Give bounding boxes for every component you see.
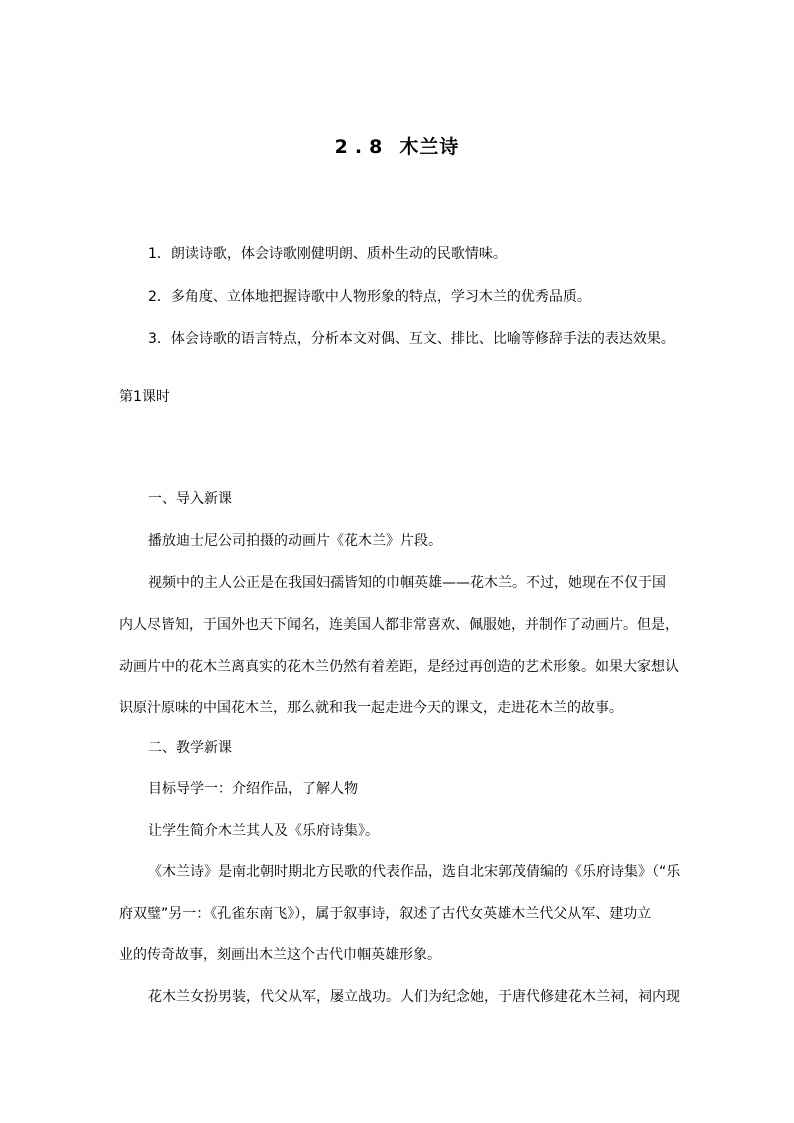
objective-1: 1．朗读诗歌，体会诗歌刚健明朗、质朴生动的民歌情味。 (148, 246, 507, 262)
title-number: 2.8 (334, 136, 390, 158)
section2-paragraph-2-line-2: 府双璧”另一：《孔雀东南飞》），属于叙事诗，叙述了古代女英雄木兰代父从军、建功立 (119, 906, 652, 922)
section2-paragraph-2-line-3: 业的传奇故事，刻画出木兰这个古代巾帼英雄形象。 (119, 947, 441, 963)
section1-paragraph-2-line-2: 内人尽皆知，于国外也天下闻名，连美国人都非常喜欢、佩服她，并制作了动画片。但是， (119, 617, 679, 633)
title-text: 木兰诗 (399, 136, 460, 158)
section1-paragraph-2-line-4: 识原汁原味的中国花木兰，那么就和我一起走进今天的课文，走进花木兰的故事。 (119, 700, 623, 716)
objective-2: 2．多角度、立体地把握诗歌中人物形象的特点，学习木兰的优秀品质。 (148, 289, 591, 305)
section2-paragraph-3: 花木兰女扮男装，代父从军，屡立战功。人们为纪念她，于唐代修建花木兰祠，祠内现 (148, 989, 680, 1005)
page-title (0, 132, 794, 159)
objective-3: 3．体会诗歌的语言特点，分析本文对偶、互文、排比、比喻等修辞手法的表达效果。 (148, 331, 675, 347)
section2-goal: 目标导学一：介绍作品，了解人物 (148, 781, 358, 797)
section2-heading: 二、教学新课 (148, 740, 232, 756)
section1-heading: 一、导入新课 (148, 491, 232, 507)
section1-paragraph-1: 播放迪士尼公司拍摄的动画片《花木兰》片段。 (148, 533, 442, 549)
section1-paragraph-2-line-1: 视频中的主人公正是在我国妇孺皆知的巾帼英雄——花木兰。不过，她现在不仅于国 (148, 575, 666, 591)
section2-paragraph-2-line-1: 《木兰诗》是南北朝时期北方民歌的代表作品，选自北宋郭茂倩编的《乐府诗集》（“乐 (148, 864, 681, 880)
section1-paragraph-2-line-3: 动画片中的花木兰离真实的花木兰仍然有着差距，是经过再创造的艺术形象。如果大家想认 (119, 659, 679, 675)
lesson-label: 第1课时 (119, 389, 170, 405)
section2-paragraph-1: 让学生简介木兰其人及《乐府诗集》。 (148, 823, 379, 839)
